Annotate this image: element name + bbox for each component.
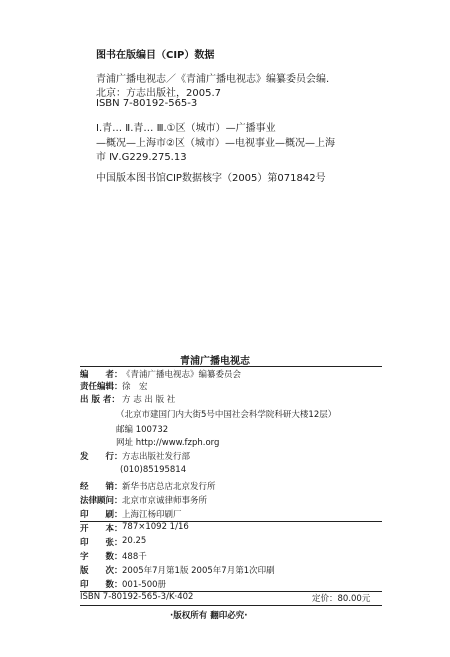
label-responsible-editor: 责任编辑： (80, 382, 123, 392)
label-print-run: 印 数： (80, 580, 123, 590)
cip-line-2: 北京：方志出版社，2005.7 (96, 88, 221, 99)
cip-line-7: 中国版本图书馆CIP数据核字（2005）第071842号 (96, 173, 326, 184)
value-printing: 上海江杨印刷厂 (122, 510, 182, 520)
publisher-postcode: 邮编 100732 (116, 425, 169, 435)
value-editor: 《青浦广播电视志》编纂委员会 (122, 370, 242, 380)
rights-notice: ·版权所有 翻印必究· (170, 611, 248, 621)
price: 定价：80.00元 (312, 594, 371, 604)
label-publisher: 出 版 者： (80, 395, 120, 405)
publisher-address: （北京市建国门内大街5号中国社会科学院科研大楼12层） (116, 410, 337, 420)
label-distribution: 发 行： (80, 452, 123, 462)
cip-line-5: —概况—上海市②区（城市）—电视事业—概况—上海 (96, 138, 335, 149)
isbn-rule-bottom (80, 605, 382, 606)
value-legal-counsel: 北京市京诚律师事务所 (122, 496, 208, 506)
distribution-phone: (010)85195814 (120, 465, 187, 475)
cip-line-3: ISBN 7-80192-565-3 (96, 98, 198, 109)
value-sales: 新华书店总店北京发行所 (122, 482, 216, 492)
label-format: 开 本： (80, 524, 123, 534)
value-format: 787×1092 1/16 (122, 522, 189, 532)
book-title: 青浦广播电视志 (180, 356, 250, 367)
label-printing: 印 刷： (80, 510, 123, 520)
label-sheets: 印 张： (80, 538, 123, 548)
value-distribution: 方志出版社发行部 (122, 452, 191, 462)
value-edition: 2005年7月第1版 2005年7月第1次印刷 (122, 566, 275, 576)
label-sales: 经 销： (80, 482, 123, 492)
label-editor: 编 者： (80, 370, 123, 380)
value-publisher: 方 志 出 版 社 (122, 395, 176, 405)
cip-heading: 图书在版编目（CIP）数据 (96, 50, 215, 61)
publisher-website: 网址 http://www.fzph.org (116, 438, 220, 448)
cip-line-4: Ⅰ.青… Ⅱ.青… Ⅲ.①区（城市）—广播事业 (96, 123, 276, 134)
isbn-line: ISBN 7-80192-565-3/K·402 (80, 592, 194, 602)
value-word-count: 488千 (122, 552, 147, 562)
label-word-count: 字 数： (80, 552, 123, 562)
title-rule (80, 366, 382, 367)
value-responsible-editor: 徐 宏 (122, 382, 148, 392)
value-print-run: 001-500册 (122, 580, 167, 590)
cip-line-1: 青浦广播电视志／《青浦广播电视志》编纂委员会编. (96, 74, 330, 85)
label-edition: 版 次： (80, 566, 123, 576)
label-legal-counsel: 法律顾问： (80, 496, 123, 506)
cip-line-6: 市 Ⅳ.G229.275.13 (96, 152, 187, 163)
value-sheets: 20.25 (122, 536, 147, 546)
